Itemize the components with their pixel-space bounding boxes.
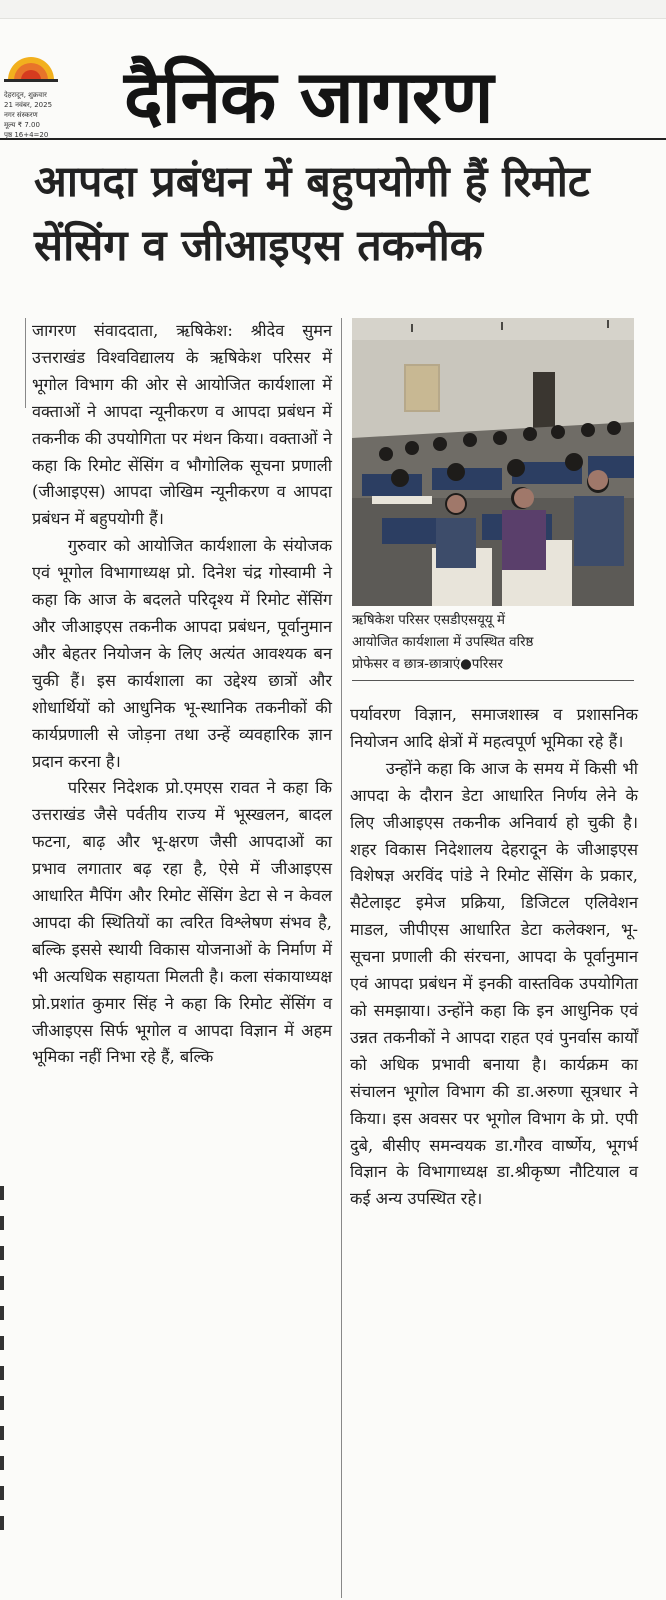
masthead: [0, 20, 666, 140]
caption-rule: [352, 680, 634, 681]
clipped-edge-mark: [0, 1276, 4, 1290]
clipped-edge-mark: [0, 1366, 4, 1380]
article-column-right: [350, 702, 638, 1213]
clipped-edge-mark: [0, 1216, 4, 1230]
article-paragraph: परिसर निदेशक प्रो.एमएस रावत ने कहा कि उत्तराखंड जैसे पर्वतीय राज्य में भूस्खलन, बादल फटना, बाढ़ और भू-क्षरण जैसी आपदाओं का प्रभाव लगातार बढ़ रहा है, ऐसे में जीआइएस आधारित मैपिंग और रिमोट सेंसिंग डेटा से न केवल आपदा की स्थितियों का त्वरित विश्लेषण संभव है, बल्कि इससे स्थायी विकास योजनाओं के निर्माण में भी अत्यधिक सहायता मिलती है। कला संकायाध्यक्ष प्रो.प्रशांत कुमार सिंह ने कहा कि रिमोट सेंसिंग व जीआइएस सिर्फ भूगोल व आपदा विज्ञान में अहम भूमिका नहीं निभा रहे हैं, बल्कि: [32, 778, 332, 1067]
article-headline: [34, 150, 654, 278]
clipped-edge-mark: [0, 1246, 4, 1260]
clipped-edge-mark: [0, 1486, 4, 1500]
rising-sun-logo-icon: [4, 54, 58, 82]
dateline-city-day: देहरादून, शुक्रवार: [4, 91, 47, 99]
dateline-pages: पृष्ठ 16+4=20: [4, 131, 49, 139]
article-paragraph: जागरण संवाददाता, ऋषिकेश: श्रीदेव सुमन उत्तराखंड विश्वविद्यालय के ऋषिकेश परिसर में भूगोल विभाग की ओर से आयोजित कार्यशाला में वक्ताओं ने आपदा न्यूनीकरण व आपदा प्रबंधन में तकनीक की उपयोगिता पर मंथन किया। वक्ताओं ने कहा कि रिमोट सेंसिंग व भौगोलिक सूचना प्रणाली (जीआइएस) आपदा जोखिम न्यूनीकरण व आपदा प्रबंधन में बहुपयोगी हैं।: [32, 321, 332, 529]
top-strip: [0, 0, 666, 19]
headline-line: सेंसिंग व जीआइएस तकनीक: [34, 221, 483, 271]
column-divider: [341, 318, 342, 1598]
article-column-left: [32, 318, 332, 1071]
article-paragraph: पर्यावरण विज्ञान, समाजशास्त्र व प्रशासनिक नियोजन आदि क्षेत्रों में महत्वपूर्ण भूमिका रहे हैं।: [350, 705, 638, 751]
workshop-photo: [352, 318, 634, 606]
article-paragraph: गुरुवार को आयोजित कार्यशाला के संयोजक एवं भूगोल विभागाध्यक्ष प्रो. दिनेश चंद्र गोस्वामी ने कहा कि आज के बदलते परिदृश्य में रिमोट सेंसिंग और जीआइएस तकनीक आपदा प्रबंधन, पूर्वानुमान और बेहतर नियोजन के लिए अत्यंत आवश्यक बन चुकी हैं। इस कार्यशाला का उद्देश्य छात्रों और शोधार्थियों को आधुनिक भू-स्थानिक तकनीकों की कार्यप्रणाली से जोड़ना तथा उन्हें व्यवहारिक ज्ञान प्रदान करना है।: [32, 536, 332, 771]
clipped-edge-mark: [0, 1186, 4, 1200]
dateline: [4, 90, 94, 140]
clipped-edge-mark: [0, 1336, 4, 1350]
clipped-edge-mark: [0, 1516, 4, 1530]
left-margin-rule: [25, 318, 26, 408]
classroom-photo-icon: [352, 318, 634, 606]
dateline-price: मूल्य ₹ 7.00: [4, 121, 40, 129]
caption-line: प्रोफेसर व छात्र-छात्राएं●परिसर: [352, 657, 503, 672]
newspaper-name: दैनिक जागरण: [124, 55, 493, 140]
caption-line: आयोजित कार्यशाला में उपस्थित वरिष्ठ: [352, 635, 534, 650]
clipped-edge-mark: [0, 1456, 4, 1470]
article-paragraph: उन्होंने कहा कि आज के समय में किसी भी आपदा के दौरान डेटा आधारित निर्णय लेने के लिए जीआइएस तकनीक अनिवार्य हो चुकी है। शहर विकास निदेशालय देहरादून के जीआइएस विशेषज्ञ अरविंद पांडे ने रिमोट सेंसिंग के प्रकार, सैटेलाइट इमेज प्रक्रिया, डिजिटल एलिवेशन माडल, जीपीएस आधारित डेटा कलेक्शन, भू-सूचना प्रणाली की संरचना, आपदा के पूर्वानुमान एवं आपदा प्रबंधन में इनकी वास्तविक उपयोगिता को समझाया। उन्होंने कहा कि इन आधुनिक एवं उन्नत तकनीकों ने आपदा राहत एवं पुनर्वास कार्यों को अधिक प्रभावी बनाया है। कार्यक्रम का संचालन भूगोल विभाग की डा.अरुणा सूत्रधार ने किया। इस अवसर पर भूगोल विभाग के प्रो. एपी दुबे, बीसीए समन्वयक डा.गौरव वार्ष्णेय, भूगर्भ विज्ञान के विभागाध्यक्ष डा.श्रीकृष्ण नौटियाल व कई अन्य उपस्थित रहे।: [350, 758, 638, 1209]
dateline-edition: नगर संस्करण: [4, 111, 38, 119]
headline-line: आपदा प्रबंधन में बहुपयोगी हैं रिमोट: [34, 157, 590, 207]
caption-line: ऋषिकेश परिसर एसडीएसयूयू में: [352, 613, 505, 628]
clipped-edge-mark: [0, 1426, 4, 1440]
photo-caption: [352, 610, 634, 676]
dateline-date: 21 नवंबर, 2025: [4, 101, 53, 109]
clipped-edge-mark: [0, 1306, 4, 1320]
clipped-edge-mark: [0, 1396, 4, 1410]
